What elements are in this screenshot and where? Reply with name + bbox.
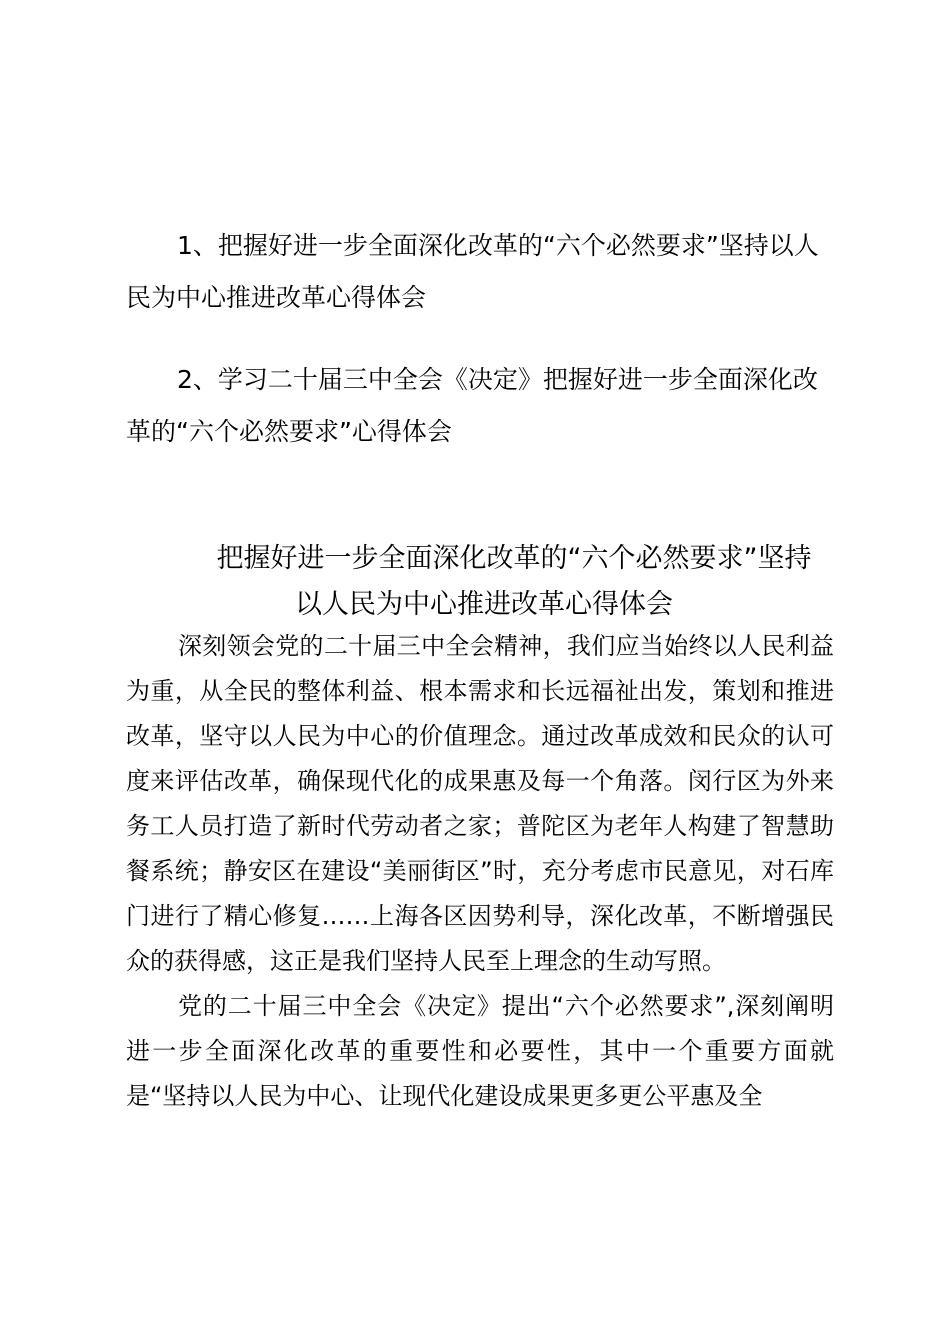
article-paragraph-2: 党的二十届三中全会《决定》提出“六个必然要求”,深刻阐明进一步全面深化改革的重要性和必要性，其中一个重要方面就是“坚持以人民为中心、让现代化建设成果更多更公平惠及全 (126, 992, 834, 1110)
article-paragraph-1: 深刻领会党的二十届三中全会精神，我们应当始终以人民利益为重，从全民的整体利益、根本需求和长远福祉出发，策划和推进改革，坚守以人民为中心的价值理念。通过改革成效和民众的认可度来评估改革，确保现代化的成果惠及每一个角落。闵行区为外来务工人员打造了新时代劳动者之家；普陀区为老年人构建了智慧助餐系统；静安区在建设“美丽街区”时，充分考虑市民意见，对石库门进行了精心修复……上海各区因势利导，深化改革，不断增强民众的获得感，这正是我们坚持人民至上理念的生动写照。 (126, 632, 834, 975)
article-title-line-1: 把握好进一步全面深化改革的“六个必然要求”坚持 (216, 543, 812, 574)
toc-item-1: 1、把握好进一步全面深化改革的“六个必然要求”坚持以人民为中心推进改革心得体会 (126, 231, 819, 312)
toc-item-2: 2、学习二十届三中全会《决定》把握好进一步全面深化改革的“六个必然要求”心得体会 (126, 365, 818, 446)
article-body (126, 624, 834, 1119)
article-title-line-2: 以人民为中心推进改革心得体会 (295, 589, 673, 620)
article-title (126, 536, 842, 628)
